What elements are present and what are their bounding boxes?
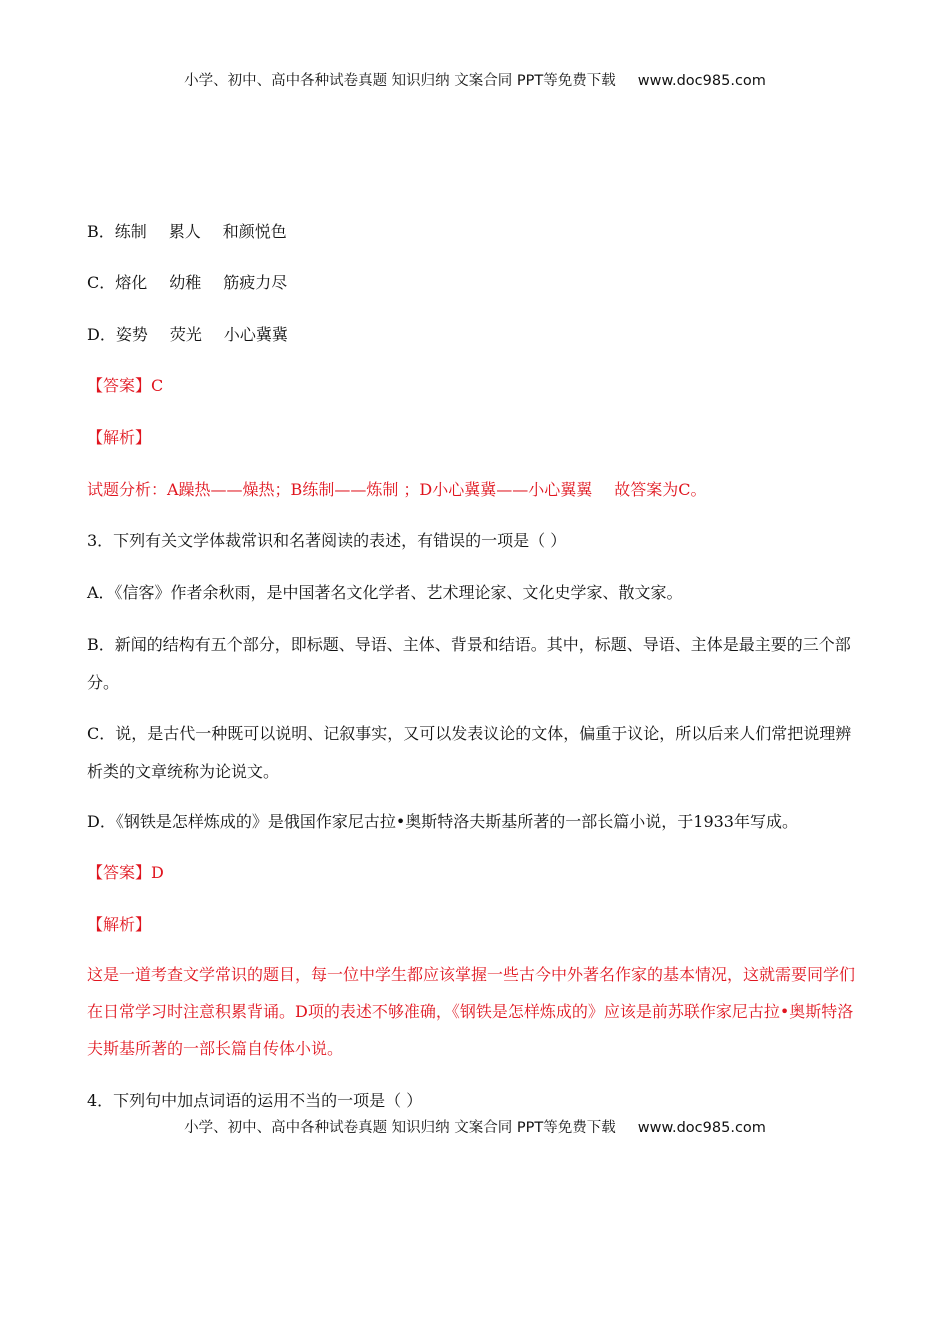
page-header [0,69,950,90]
q2-analysis: 试题分析：A躁热——燥热；B练制——炼制 ；D小心冀冀——小心翼翼 故答案为C。 [87,480,707,499]
answer-value: D [151,863,164,882]
page-footer [0,1116,950,1137]
q2-option-c: C．熔化 幼稚 筋疲力尽 [87,273,288,292]
answer-label: 【答案】 [87,863,152,882]
q3-stem: 3．下列有关文学体裁常识和名著阅读的表述，有错误的一项是（ ） [87,531,567,550]
answer-value: C [151,376,164,395]
q3-option-b: B．新闻的结构有五个部分，即标题、导语、主体、背景和结语。其中，标题、导语、主体是最主要的三个部分。 [87,635,851,692]
footer-text: 小学、初中、高中各种试卷真题 知识归纳 文案合同 PPT等免费下载 [184,1120,616,1136]
q3-option-c: C．说，是古代一种既可以说明、记叙事实，又可以发表议论的文体，偏重于议论，所以后来人们常把说理辨析类的文章统称为论说文。 [87,724,852,781]
q2-option-d: D．姿势 荧光 小心冀冀 [87,325,288,344]
q2-analysis-label: 【解析】 [87,428,152,447]
q3-option-d: D．《钢铁是怎样炼成的》是俄国作家尼古拉•奥斯特洛夫斯基所著的一部长篇小说，于1933年写成。 [87,812,798,831]
q2-answer [87,376,163,396]
q3-option-a: A．《信客》作者余秋雨，是中国著名文化学者、艺术理论家、文化史学家、散文家。 [87,583,683,602]
header-text: 小学、初中、高中各种试卷真题 知识归纳 文案合同 PPT等免费下载 [184,73,616,89]
q2-option-b: B．练制 累人 和颜悦色 [87,222,287,241]
q3-analysis: 这是一道考查文学常识的题目，每一位中学生都应该掌握一些古今中外著名作家的基本情况，这就需要同学们在日常学习时注意积累背诵。D项的表述不够准确，《钢铁是怎样炼成的》应该是前苏联作家尼古拉•奥斯特洛夫斯基所著的一部长篇自传体小说。 [87,965,856,1058]
answer-label: 【答案】 [87,376,152,395]
footer-site[interactable]: www.doc985.com [637,1120,766,1136]
header-site[interactable]: www.doc985.com [637,73,766,89]
q3-answer [87,863,164,883]
q4-stem: 4．下列句中加点词语的运用不当的一项是（ ） [87,1091,423,1110]
q3-analysis-label: 【解析】 [87,915,152,934]
